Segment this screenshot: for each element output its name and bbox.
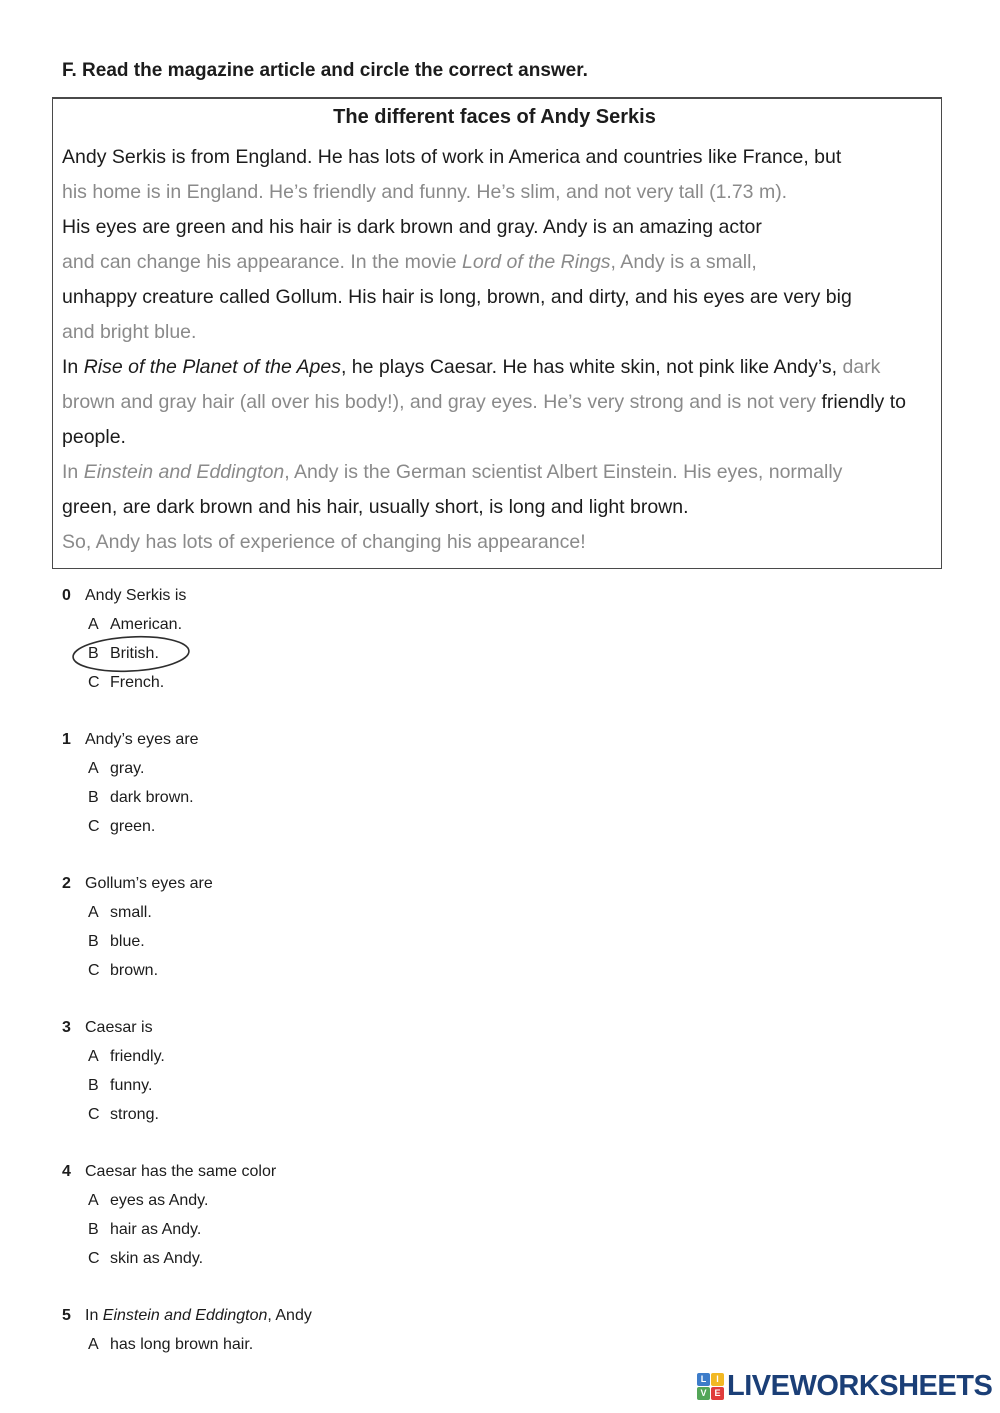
- question-block: [62, 1301, 1000, 1359]
- exercise-heading: F. Read the magazine article and circle the correct answer.: [62, 60, 588, 81]
- option-letter: B: [88, 933, 99, 950]
- questions-list: [62, 581, 1000, 1359]
- article-box: [52, 97, 942, 569]
- article-text-segment: , he plays Caesar. He has white skin, not pink like Andy’s,: [340, 356, 843, 378]
- option-text: funny.: [110, 1077, 153, 1094]
- article-line: [62, 245, 927, 280]
- footer: [697, 1371, 992, 1401]
- article-text-segment: Andy Serkis is from England. He has lots of work in America and countries like France, but: [62, 146, 842, 168]
- question-block: [62, 1157, 1000, 1273]
- article-line: [62, 385, 927, 420]
- article-body: [62, 140, 927, 560]
- question-head: [62, 869, 1000, 898]
- option-letter: C: [88, 674, 100, 691]
- option-letter: A: [88, 904, 99, 921]
- question-head: [62, 1301, 1000, 1330]
- article-line: [62, 350, 927, 385]
- article-text-segment: , Andy is a small,: [610, 251, 757, 273]
- logo-square-l: L: [697, 1373, 710, 1386]
- question-number: 4: [62, 1163, 71, 1180]
- question-prompt: [85, 1301, 312, 1330]
- article-text-segment: dark: [842, 356, 881, 378]
- article-line: [62, 280, 927, 315]
- option-text: brown.: [110, 962, 159, 979]
- article-text-segment: Einstein and Eddington: [83, 461, 285, 483]
- question-prompt: [85, 869, 213, 898]
- article-text-segment: and bright blue.: [62, 321, 197, 343]
- option-letter: A: [88, 1048, 99, 1065]
- article-text-segment: brown and gray hair (all over his body!), and gray eyes. He’s very strong and is not very: [62, 391, 822, 413]
- article-line: [62, 525, 927, 560]
- question-prompt-segment: Caesar has the same color: [85, 1163, 277, 1180]
- article-line: [62, 175, 927, 210]
- question-prompt: [85, 725, 199, 754]
- answer-option[interactable]: [88, 754, 144, 783]
- question-number: 1: [62, 731, 71, 748]
- article-text-segment: His eyes are green and his hair is dark brown and gray. Andy is an amazing actor: [62, 216, 762, 238]
- article-text-segment: In: [62, 356, 84, 378]
- answer-option[interactable]: [88, 639, 159, 668]
- option-letter: C: [88, 1106, 100, 1123]
- option-text: strong.: [110, 1106, 159, 1123]
- question-prompt-segment: Einstein and Eddington: [102, 1307, 268, 1324]
- article-text-segment: people.: [62, 426, 126, 448]
- question-number: 3: [62, 1019, 71, 1036]
- question-block: [62, 1013, 1000, 1129]
- article-text-segment: his home is in England. He’s friendly and funny. He’s slim, and not very tall (1.73 m).: [62, 181, 788, 203]
- question-block: [62, 581, 1000, 697]
- article-line: [62, 315, 927, 350]
- option-text: gray.: [110, 760, 145, 777]
- answer-option[interactable]: [88, 927, 145, 956]
- option-letter: A: [88, 616, 99, 633]
- logo-square-e: E: [711, 1387, 724, 1400]
- option-text: small.: [110, 904, 152, 921]
- question-prompt-segment: , Andy: [267, 1307, 312, 1324]
- option-letter: A: [88, 1192, 99, 1209]
- answer-option[interactable]: [88, 1244, 203, 1273]
- article-text-segment: friendly to: [821, 391, 906, 413]
- article-text-segment: unhappy creature called Gollum. His hair is long, brown, and dirty, and his eyes are very big: [62, 286, 852, 308]
- article-line: [62, 420, 927, 455]
- option-letter: B: [88, 645, 99, 662]
- question-head: [62, 1157, 1000, 1186]
- article-line: [62, 490, 927, 525]
- question-number: 2: [62, 875, 71, 892]
- option-letter: B: [88, 1221, 99, 1238]
- option-letter: B: [88, 1077, 99, 1094]
- question-prompt: [85, 1013, 153, 1042]
- option-text: dark brown.: [110, 789, 194, 806]
- option-text: green.: [110, 818, 156, 835]
- article-line: [62, 455, 927, 490]
- option-letter: C: [88, 818, 100, 835]
- answer-option[interactable]: [88, 898, 152, 927]
- question-block: [62, 869, 1000, 985]
- option-text: blue.: [110, 933, 145, 950]
- article-line: [62, 210, 927, 245]
- option-text: French.: [110, 674, 165, 691]
- article-text-segment: In: [62, 461, 84, 483]
- question-prompt: [85, 581, 186, 610]
- question-prompt-segment: Andy’s eyes are: [85, 731, 199, 748]
- question-head: [62, 725, 1000, 754]
- article-text-segment: green, are dark brown and his hair, usually short, is long and light brown.: [62, 496, 689, 518]
- liveworksheets-logo-text: LIVEWORKSHEETS: [727, 1370, 993, 1402]
- option-text: hair as Andy.: [110, 1221, 202, 1238]
- question-prompt-segment: Caesar is: [85, 1019, 153, 1036]
- option-letter: B: [88, 789, 99, 806]
- answer-option[interactable]: [88, 610, 182, 639]
- article-text-segment: and can change his appearance. In the movie: [62, 251, 463, 273]
- answer-option[interactable]: [88, 783, 194, 812]
- article-title: The different faces of Andy Serkis: [333, 106, 656, 128]
- question-prompt-segment: Gollum’s eyes are: [85, 875, 213, 892]
- answer-option[interactable]: [88, 1215, 201, 1244]
- option-text: British.: [110, 645, 159, 662]
- answer-option[interactable]: [88, 812, 155, 841]
- question-number: 0: [62, 587, 71, 604]
- answer-option[interactable]: [88, 1042, 165, 1071]
- answer-option[interactable]: [88, 1186, 208, 1215]
- article-text-segment: , Andy is the German scientist Albert Einstein. His eyes, normally: [284, 461, 843, 483]
- question-head: [62, 1013, 1000, 1042]
- answer-option[interactable]: [88, 1100, 159, 1129]
- option-text: American.: [110, 616, 183, 633]
- question-prompt: [85, 1157, 276, 1186]
- question-prompt-segment: Andy Serkis is: [85, 587, 187, 604]
- option-letter: C: [88, 962, 100, 979]
- option-text: eyes as Andy.: [110, 1192, 209, 1209]
- answer-option[interactable]: [88, 1330, 253, 1359]
- option-letter: C: [88, 1250, 100, 1267]
- option-text: skin as Andy.: [110, 1250, 204, 1267]
- option-text: friendly.: [110, 1048, 165, 1065]
- question-block: [62, 725, 1000, 841]
- answer-option[interactable]: [88, 1071, 152, 1100]
- option-text: has long brown hair.: [110, 1336, 254, 1353]
- liveworksheets-logo-icon: [697, 1373, 724, 1400]
- logo-square-v: V: [697, 1387, 710, 1400]
- question-head: [62, 581, 1000, 610]
- question-prompt-segment: In: [85, 1307, 103, 1324]
- question-number: 5: [62, 1307, 71, 1324]
- article-text-segment: Lord of the Rings: [462, 251, 611, 273]
- article-text-segment: So, Andy has lots of experience of changing his appearance!: [62, 531, 586, 553]
- answer-option[interactable]: [88, 956, 158, 985]
- article-text-segment: Rise of the Planet of the Apes: [83, 356, 341, 378]
- answer-option[interactable]: [88, 668, 164, 697]
- option-letter: A: [88, 760, 99, 777]
- article-line: [62, 140, 927, 175]
- logo-square-i: I: [711, 1373, 724, 1386]
- option-letter: A: [88, 1336, 99, 1353]
